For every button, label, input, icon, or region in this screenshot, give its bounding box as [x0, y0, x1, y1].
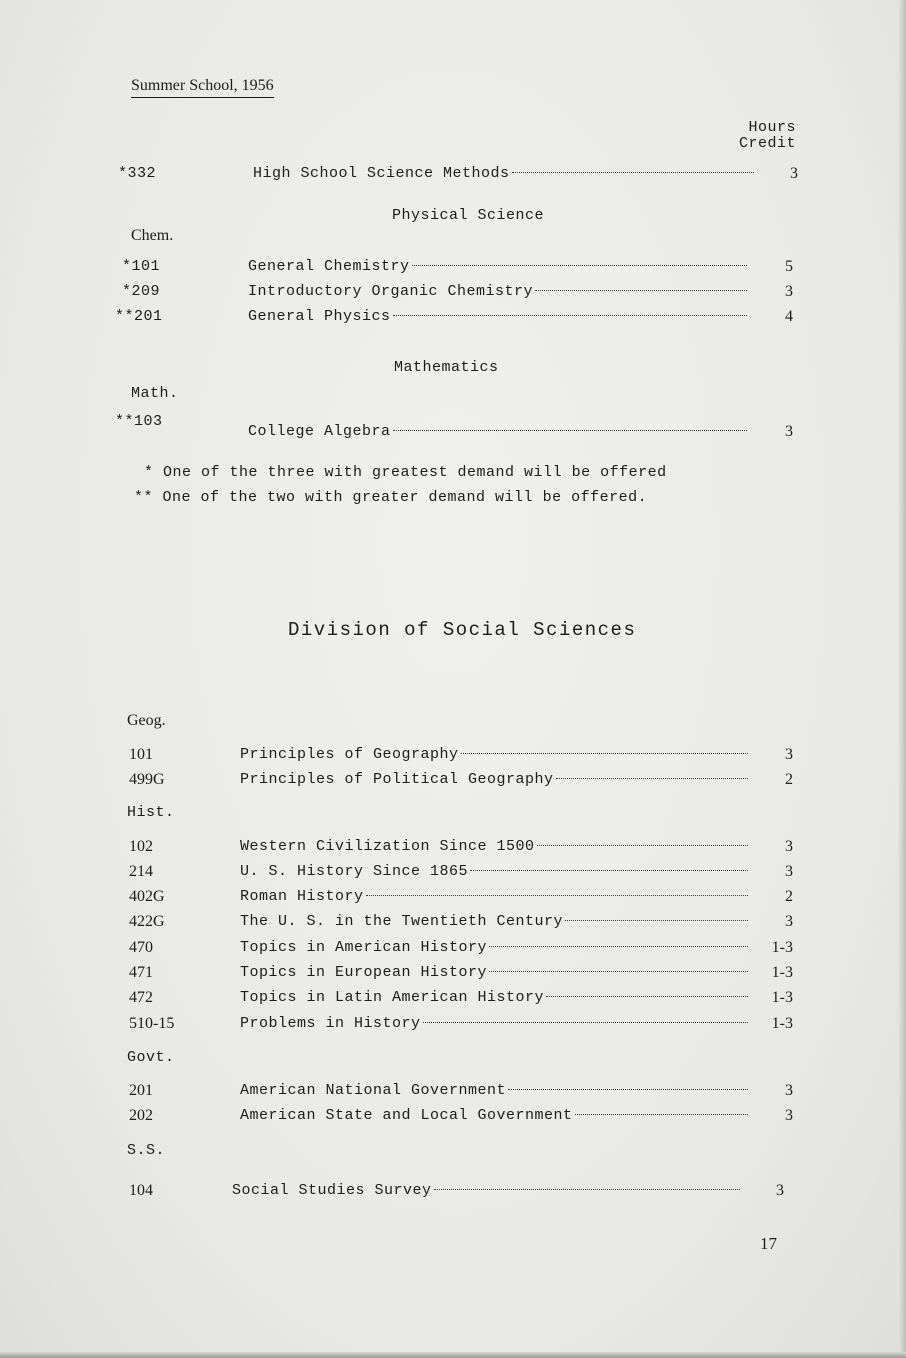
course-credits: 5: [785, 258, 793, 275]
course-row: [129, 989, 798, 1011]
course-title: The U. S. in the Twentieth Century: [240, 913, 752, 930]
course-credits: 1-3: [771, 939, 793, 956]
page-header-title: Summer School, 1956: [131, 76, 274, 98]
course-number: 102: [129, 838, 153, 855]
subject-label-ss: S.S.: [127, 1142, 166, 1159]
subject-label-govt: Govt.: [127, 1049, 175, 1066]
course-credits: 1-3: [771, 964, 793, 981]
course-number: 499G: [129, 771, 165, 788]
course-title: U. S. History Since 1865: [240, 863, 752, 880]
course-title: General Chemistry: [248, 258, 751, 275]
course-title: Roman History: [240, 888, 752, 905]
course-title: Topics in Latin American History: [240, 989, 752, 1006]
course-number: 471: [129, 964, 153, 981]
subject-label-chem: Chem.: [131, 227, 174, 244]
course-title: Social Studies Survey: [232, 1182, 744, 1199]
course-credits: 1-3: [771, 989, 793, 1006]
footnote-double-asterisk: ** One of the two with greater demand will be offered.: [134, 489, 648, 506]
course-title: Introductory Organic Chemistry: [248, 283, 751, 300]
course-row: [129, 1082, 798, 1104]
course-title: American State and Local Government: [240, 1107, 752, 1124]
course-number: 201: [129, 1082, 153, 1099]
course-row: [129, 838, 798, 860]
course-row: [129, 939, 798, 961]
course-title: Problems in History: [240, 1015, 752, 1032]
course-title: Topics in European History: [240, 964, 752, 981]
hours-column-label: Hours: [748, 119, 796, 136]
course-number: 510-15: [129, 1015, 175, 1032]
course-row: [129, 964, 798, 986]
course-row: [129, 746, 798, 768]
course-row: [129, 1107, 798, 1129]
course-row: [122, 258, 798, 280]
course-credits: 1-3: [771, 1015, 793, 1032]
section-heading-physical-science: Physical Science: [392, 207, 545, 224]
course-number: *332: [118, 165, 157, 182]
course-row: [129, 1015, 798, 1037]
course-number: *101: [122, 258, 161, 275]
course-credits: 3: [785, 1107, 793, 1124]
course-title: Western Civilization Since 1500: [240, 838, 752, 855]
course-row: [129, 863, 798, 885]
course-row: [118, 165, 798, 187]
subject-label-math: Math.: [131, 385, 179, 402]
course-row: [129, 888, 798, 910]
course-title: Topics in American History: [240, 939, 752, 956]
course-title: College Algebra: [248, 423, 751, 440]
course-credits: 2: [785, 771, 793, 788]
course-title: High School Science Methods: [253, 165, 758, 182]
course-row: [248, 423, 798, 445]
course-credits: 2: [785, 888, 793, 905]
course-credits: 3: [785, 913, 793, 930]
course-row: [129, 1182, 798, 1204]
section-heading-mathematics: Mathematics: [394, 359, 499, 376]
footnote-single-asterisk: * One of the three with greatest demand will be offered: [144, 464, 667, 481]
course-credits: 3: [790, 165, 798, 182]
course-number: 101: [129, 746, 153, 763]
course-credits: 3: [785, 423, 793, 440]
course-credits: 3: [785, 838, 793, 855]
course-number: 470: [129, 939, 153, 956]
course-number: 402G: [129, 888, 165, 905]
course-credits: 3: [785, 1082, 793, 1099]
course-credits: 3: [785, 863, 793, 880]
course-number: 472: [129, 989, 153, 1006]
course-number: 104: [129, 1182, 153, 1199]
course-credits: 3: [785, 283, 793, 300]
course-title: Principles of Geography: [240, 746, 752, 763]
page-number: 17: [760, 1234, 777, 1253]
course-credits: 3: [785, 746, 793, 763]
subject-label-hist: Hist.: [127, 804, 175, 821]
course-number: 202: [129, 1107, 153, 1124]
division-title: Division of Social Sciences: [288, 619, 637, 641]
page-bottom-edge: [0, 1352, 906, 1358]
course-title: General Physics: [248, 308, 751, 325]
course-row: [129, 771, 798, 793]
course-number: **201: [115, 308, 163, 325]
course-number: 214: [129, 863, 153, 880]
page-right-edge: [898, 0, 906, 1358]
course-row: [122, 283, 798, 305]
course-number: 422G: [129, 913, 165, 930]
course-credits: 3: [776, 1182, 784, 1199]
course-title: Principles of Political Geography: [240, 771, 752, 788]
course-credits: 4: [785, 308, 793, 325]
course-number: **103: [115, 413, 163, 430]
credit-column-label: Credit: [738, 135, 796, 152]
course-title: American National Government: [240, 1082, 752, 1099]
subject-label-geog: Geog.: [127, 712, 166, 729]
course-row: [129, 913, 798, 935]
course-row: [115, 308, 798, 330]
course-number: *209: [122, 283, 161, 300]
